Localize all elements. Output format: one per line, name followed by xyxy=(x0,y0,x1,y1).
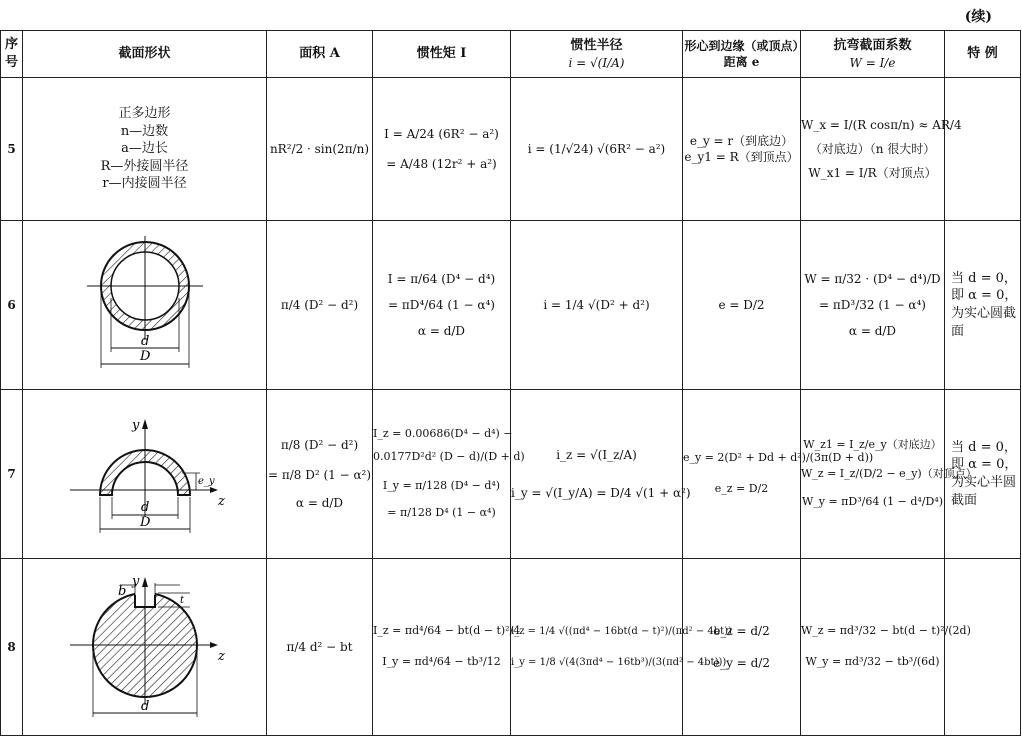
header-radius xyxy=(511,31,683,78)
diagram-label: z xyxy=(217,648,225,664)
formula-line: W_x = I/(R cosπ/n) ≈ AR/4 xyxy=(801,117,962,132)
table-row xyxy=(1,221,1021,390)
formula-line: e_y = r（到底边） xyxy=(689,133,794,148)
note-line: 面 xyxy=(951,323,965,339)
note-line: 即 α = 0， xyxy=(951,457,1018,473)
header-edge: 形心到边缘（或顶点）距离 e xyxy=(683,31,801,78)
hollow-circle-diagram xyxy=(65,228,225,378)
inertia-formula xyxy=(373,78,511,221)
shape-diagram xyxy=(23,221,267,390)
header-radius-title: 惯性半径 xyxy=(570,38,623,54)
inertia-formula xyxy=(373,559,521,736)
note-line: 为实心半圆 xyxy=(951,475,1017,490)
header-modulus-formula: W = I/e xyxy=(849,55,896,70)
formula-line: = πD⁴/64 (1 − α⁴) xyxy=(388,297,495,312)
formula-line: i_z = 1/4 √((πd⁴ − 16bt(d − t)²)/(πd² − 4bt)) xyxy=(511,625,732,637)
formula-line: α = d/D xyxy=(295,496,344,511)
formula-line: e_z = D/2 xyxy=(714,482,769,495)
formula-line: α = d/D xyxy=(417,324,466,339)
hollow-semicircle-diagram xyxy=(60,397,230,547)
inertia-formula xyxy=(373,221,511,390)
table-row xyxy=(1,559,1021,736)
header-row xyxy=(1,31,1021,78)
shape-description xyxy=(23,78,267,221)
row-number: 8 xyxy=(1,559,23,736)
edge-distance xyxy=(683,78,801,221)
formula-line: I_z = 0.00686(D⁴ − d⁴) − xyxy=(373,427,513,441)
formula-line: π/4 d² − bt xyxy=(286,639,353,654)
formula-line: I_y = πd⁴/64 − tb³/12 xyxy=(382,655,501,668)
formula-line: = π/128 D⁴ (1 − α⁴) xyxy=(387,505,496,519)
formula-line: W_z = πd³/32 − bt(d − t)²/(2d) xyxy=(801,624,971,638)
formula-line: e = D/2 xyxy=(718,297,765,312)
section-modulus xyxy=(801,78,962,221)
diagram-label: d xyxy=(140,698,149,714)
diagram-label: t xyxy=(179,594,184,606)
formula-line: = A/48 (12r² + a²) xyxy=(386,157,497,171)
diagram-label: y xyxy=(131,417,139,433)
radius-formula xyxy=(511,559,732,736)
special-case xyxy=(945,390,1021,559)
header-modulus xyxy=(801,31,945,78)
edge-distance xyxy=(683,559,801,736)
formula-line: = π/8 D² (1 − α²) xyxy=(267,467,372,482)
formula-line: i_z = √(I_z/A) xyxy=(556,447,637,462)
formula-line: nR²/2 · sin(2π/n) xyxy=(269,141,370,156)
special-case xyxy=(945,559,1021,736)
formula-line: i = (1/√24) √(6R² − a²) xyxy=(527,141,666,156)
note-line: 截面 xyxy=(951,492,978,508)
header-radius-formula: i = √(I/A) xyxy=(568,55,625,70)
formula-line: α = d/D xyxy=(848,324,897,339)
special-case xyxy=(945,78,1021,221)
section-properties-table xyxy=(0,30,1021,736)
section-modulus xyxy=(801,221,945,390)
header-no: 序号 xyxy=(1,31,23,78)
row-number: 5 xyxy=(1,78,23,221)
radius-formula xyxy=(511,390,691,559)
diagram-label: b xyxy=(117,583,126,599)
formula-line: I = π/64 (D⁴ − d⁴) xyxy=(387,271,496,286)
shape-line: n—边数 xyxy=(120,123,169,139)
formula-line: W_x1 = I/R（对顶点） xyxy=(808,166,937,181)
edge-distance xyxy=(683,221,801,390)
formula-line: I_z = πd⁴/64 − bt(d − t)²/4 xyxy=(373,624,521,638)
table-row xyxy=(1,78,1021,221)
formula-line: i_y = 1/8 √(4(3πd⁴ − 16tb³)/(3(πd² − 4bt))) xyxy=(511,657,727,668)
formula-line: e_y1 = R（到顶点） xyxy=(684,150,799,164)
shape-diagram xyxy=(23,390,267,559)
formula-line: e_y = 2(D² + Dd + d²)/(3π(D + d)) xyxy=(683,451,874,465)
note-line: 为实心圆截 xyxy=(951,306,1017,321)
area-formula xyxy=(267,559,373,736)
formula-line: i = 1/4 √(D² + d²) xyxy=(543,297,650,312)
area-formula xyxy=(267,78,373,221)
keyed-shaft-diagram xyxy=(60,565,230,725)
formula-line: e_z = d/2 xyxy=(713,623,770,638)
diagram-label: d xyxy=(140,333,149,349)
special-case xyxy=(945,221,1021,390)
radius-formula xyxy=(511,221,683,390)
shape-line: r—内接圆半径 xyxy=(102,176,187,192)
header-example: 特 例 xyxy=(945,31,1021,78)
radius-formula xyxy=(511,78,683,221)
diagram-label: D xyxy=(139,514,150,530)
diagram-label: D xyxy=(139,348,150,364)
continued-label: (续) xyxy=(964,9,992,25)
formula-line: 0.0177D²d² (D − d)/(D + d) xyxy=(373,450,525,464)
formula-line: W_y = πD³/64 (1 − d⁴/D⁴) xyxy=(801,495,944,509)
diagram-label: z xyxy=(217,493,225,509)
formula-line: I = A/24 (6R² − a²) xyxy=(384,126,499,141)
header-inertia: 惯性矩 I xyxy=(373,31,511,78)
formula-line: = πD³/32 (1 − α⁴) xyxy=(819,297,926,312)
shape-line: R—外接圆半径 xyxy=(100,158,189,174)
diagram-label: y xyxy=(131,573,139,589)
note-line: 即 α = 0， xyxy=(951,288,1018,304)
section-modulus xyxy=(801,559,971,736)
formula-line: （对底边）（n 很大时） xyxy=(809,141,936,156)
header-area: 面积 A xyxy=(267,31,373,78)
shape-line: 正多边形 xyxy=(118,106,171,122)
diagram-label: e_y xyxy=(197,475,215,487)
inertia-formula xyxy=(373,390,525,559)
formula-line: I_y = π/128 (D⁴ − d⁴) xyxy=(382,479,501,492)
formula-line: W_z = I_z/(D/2 − e_y)（对顶点） xyxy=(801,466,977,480)
note-line: 当 d = 0， xyxy=(951,439,1017,455)
row-number: 7 xyxy=(1,390,23,559)
area-formula xyxy=(267,221,373,390)
row-number: 6 xyxy=(1,221,23,390)
formula-line: W_y = πd³/32 − tb³/(6d) xyxy=(805,655,940,668)
note-line: 当 d = 0， xyxy=(951,270,1017,286)
formula-line: e_y = d/2 xyxy=(713,656,770,670)
formula-line: π/4 (D² − d²) xyxy=(280,297,359,312)
diagram-label: d xyxy=(140,499,149,515)
formula-line: i_y = √(I_y/A) = D/4 √(1 + α²) xyxy=(511,486,691,500)
formula-line: π/8 (D² − d²) xyxy=(280,437,359,452)
shape-diagram xyxy=(23,559,267,736)
header-shape: 截面形状 xyxy=(23,31,267,78)
header-modulus-title: 抗弯截面系数 xyxy=(833,38,912,54)
shape-line: a—边长 xyxy=(121,141,168,157)
area-formula xyxy=(267,390,373,559)
table-row xyxy=(1,390,1021,559)
formula-line: W = π/32 · (D⁴ − d⁴)/D xyxy=(804,271,941,286)
formula-line: W_z1 = I_z/e_y（对底边） xyxy=(803,437,942,451)
